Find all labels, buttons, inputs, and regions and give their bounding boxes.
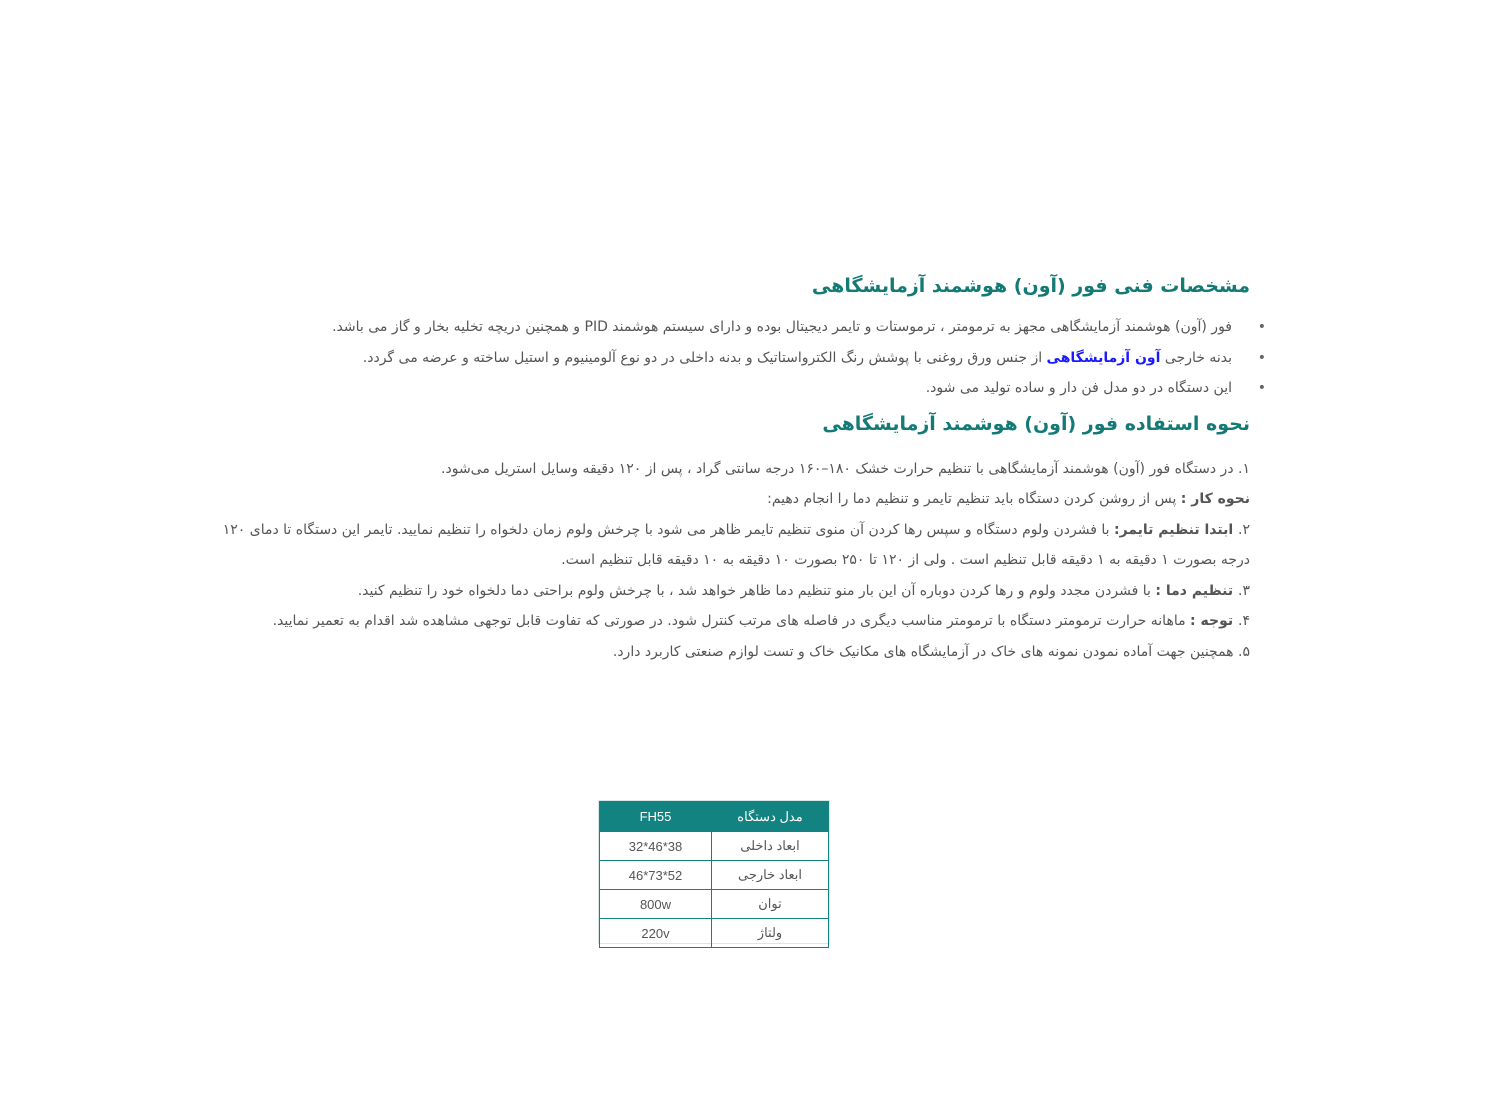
table-header-key: مدل دستگاه [712, 802, 829, 832]
table-cell-key: ابعاد داخلی [712, 832, 829, 861]
how-to-work [190, 484, 1250, 515]
step-2 [190, 515, 1250, 576]
spec-text: این دستگاه در دو مدل فن دار و ساده تولید می شود. [925, 380, 1232, 396]
list-item [190, 312, 1266, 343]
specs-heading: مشخصات فنی فور (آون) هوشمند آزمایشگاهی [811, 275, 1250, 297]
step-text: در دستگاه فور (آون) هوشمند آزمایشگاهی با تنظیم حرارت خشک ۱۸۰–۱۶۰ درجه سانتی گراد ، پس از ۱۲۰ دقیقه وسایل استریل می‌شود. [441, 460, 1239, 477]
step-1 [190, 454, 1250, 485]
bullet-icon: • [1257, 380, 1266, 396]
article-content [190, 268, 1266, 668]
step-number: ۱. [1238, 460, 1250, 477]
spec-table [599, 801, 829, 948]
table-cell-value: 220v [600, 919, 712, 948]
bullet-icon: • [1257, 319, 1266, 335]
list-item [190, 343, 1266, 374]
how-text: پس از روشن کردن دستگاه باید تنظیم تایمر و تنظیم دما را انجام دهیم: [767, 491, 1181, 508]
table-row [600, 832, 829, 861]
usage-steps [190, 454, 1250, 668]
step-number: ۴. [1238, 613, 1250, 630]
bullet-icon: • [1257, 349, 1266, 366]
usage-heading: نحوه استفاده فور (آون) هوشمند آزمایشگاهی [822, 412, 1250, 435]
step-number: ۳. [1238, 582, 1250, 599]
oven-link[interactable]: آون آزمایشگاهی [1046, 349, 1161, 366]
table-cell-key: ابعاد خارجی [712, 861, 829, 890]
table-row [600, 919, 829, 948]
step-text: ماهانه حرارت ترمومتر دستگاه با ترمومتر مناسب دیگری در فاصله های مرتب کنترل شود. در صورتی که تفاوت قابل توجهی مشاهده شد اقدام به تعمیر نمایید. [272, 613, 1191, 630]
table-cell-key: توان [712, 890, 829, 919]
step-number: ۵. [1238, 644, 1250, 661]
step-number: ۲. [1238, 521, 1250, 538]
step-3 [190, 576, 1250, 607]
table-row [600, 861, 829, 890]
spec-text-pre: بدنه خارجی [1160, 349, 1232, 366]
table-cell-key: ولتاژ [712, 919, 829, 948]
spec-text: فور (آون) هوشمند آزمایشگاهی مجهز به ترمومتر ، ترموستات و تایمر دیجیتال بوده و دارای سیستم هوشمند PID و همچنین دریچه تخلیه بخار و گاز می باشد. [332, 319, 1232, 335]
list-item [190, 373, 1266, 404]
step-label: تنظیم دما : [1155, 582, 1239, 599]
step-text: با فشردن مجدد ولوم و رها کردن دوباره آن این بار منو تنظیم دما ظاهر خواهد شد ، با چرخش ولوم براحتی دما دلخواه خود را تنظیم کنید. [357, 582, 1156, 599]
specs-list [190, 312, 1266, 404]
step-text: با فشردن ولوم دستگاه و سپس رها کردن آن منوی تنظیم تایمر ظاهر می شود با چرخش ولوم زمان دلخواه را تنظیم نمایید. تایمر این دستگاه تا دمای ۱۲۰ درجه بصورت ۱ دقیقه به ۱ دقیقه قابل تنظیم است . ولی از ۱۲۰ تا ۲۵۰ بصورت ۱۰ دقیقه به ۱۰ دقیقه قابل تنظیم است. [222, 521, 1250, 569]
step-5 [190, 637, 1250, 668]
table-header-row [600, 802, 829, 832]
step-label: توجه : [1190, 613, 1239, 630]
table-cell-value: 52*73*46 [600, 861, 712, 890]
step-label: ابتدا تنظیم تایمر: [1113, 521, 1239, 538]
how-label: نحوه کار : [1180, 491, 1250, 508]
table-header-value: FH55 [600, 802, 712, 832]
table-cell-value: 38*46*32 [600, 832, 712, 861]
step-4 [190, 606, 1250, 637]
spec-text-post: از جنس ورق روغنی با پوشش رنگ الکترواستاتیک و بدنه داخلی در دو نوع آلومینیوم و استیل ساخته و عرضه می گردد. [362, 349, 1047, 366]
spec-table-image [598, 800, 830, 944]
table-row [600, 890, 829, 919]
table-cell-value: 800w [600, 890, 712, 919]
step-text: همچنین جهت آماده نمودن نمونه های خاک در آزمایشگاه های مکانیک خاک و تست لوازم صنعتی کاربرد دارد. [612, 644, 1239, 661]
